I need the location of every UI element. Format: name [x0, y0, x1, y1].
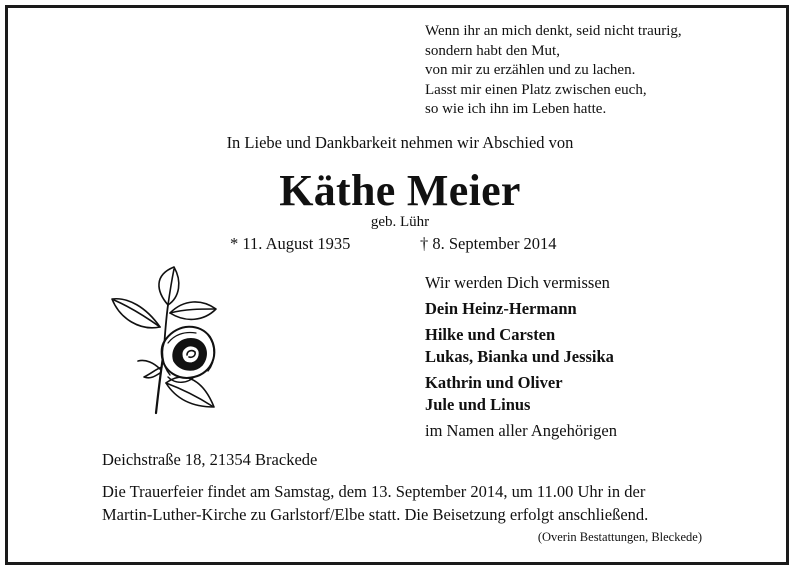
poem-line: sondern habt den Mut,: [425, 42, 560, 59]
poem-line: so wie ich ihn im Leben hatte.: [425, 101, 607, 117]
funeral-home-credit: (Overin Bestattungen, Bleckede): [537, 530, 702, 544]
family-closing: im Namen aller Angehörigen: [425, 421, 617, 440]
service-line: Martin-Luther-Kirche zu Garlstorf/Elbe statt. Die Beisetzung erfolgt anschließend.: [102, 504, 649, 524]
poem-line: von mir zu erzählen und zu lachen.: [425, 62, 636, 78]
family-member: Kathrin und Oliver: [425, 373, 563, 392]
family-intro: Wir werden Dich vermissen: [425, 273, 610, 292]
poem-line: Lasst mir einen Platz zwischen euch,: [425, 81, 647, 98]
service-line: Die Trauerfeier findet am Samstag, dem 13. September 2014, um 11.00 Uhr in der: [102, 482, 646, 501]
service-info: [102, 481, 648, 526]
family-member: Lukas, Bianka und Jessika: [425, 347, 614, 366]
family-member: Dein Heinz-Hermann: [425, 299, 577, 318]
maiden-name: geb. Lühr: [370, 214, 430, 230]
family-member: Hilke und Carsten: [425, 325, 556, 344]
rose-icon: [108, 265, 228, 420]
death-date: † 8. September 2014: [420, 234, 557, 253]
family-list: [425, 272, 617, 442]
poem: [425, 22, 682, 120]
address: Deichstraße 18, 21354 Brackede: [102, 450, 318, 469]
farewell-intro: In Liebe und Dankbarkeit nehmen wir Abschied von: [226, 133, 574, 152]
deceased-name: Käthe Meier: [279, 166, 521, 215]
birth-date: * 11. August 1935: [230, 234, 351, 253]
family-member: Jule und Linus: [425, 395, 531, 414]
poem-line: Wenn ihr an mich denkt, seid nicht traurig,: [425, 23, 682, 39]
